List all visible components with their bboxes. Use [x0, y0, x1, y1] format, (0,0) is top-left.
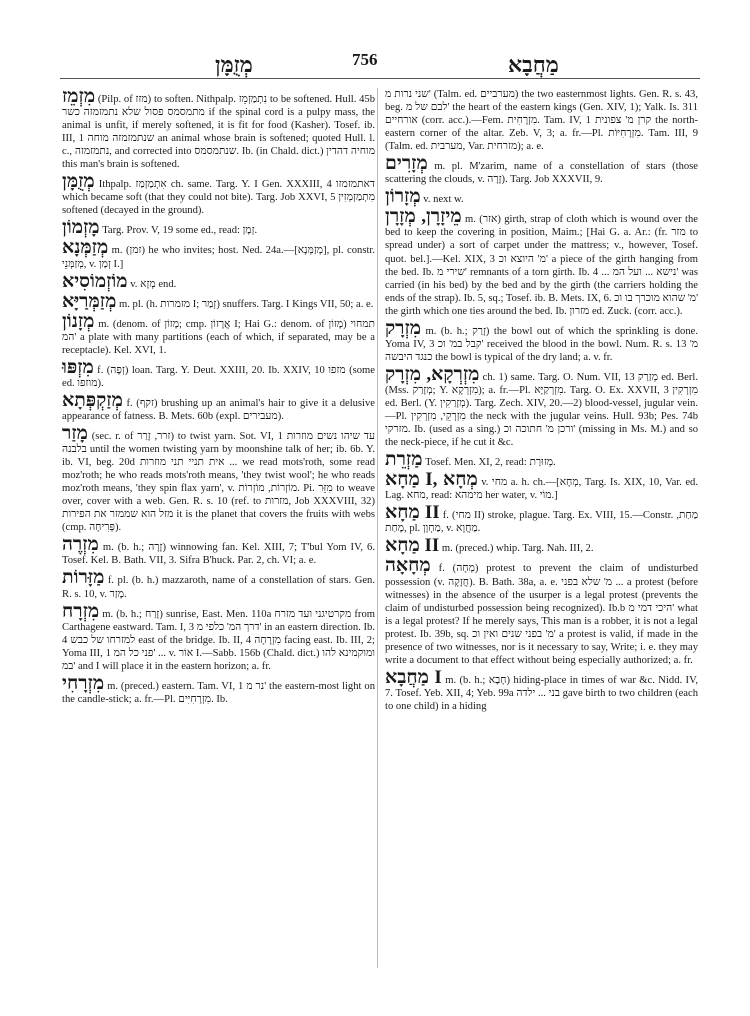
- page-number: 756: [352, 50, 378, 69]
- entry-text: Ithpalp. אִתְמַזְמַז ch. same. Targ. Y. I Gen. XXXIII, 4 דאתמזמזו which became soft (that they could not bite). Targ. Job XXVI, 5 מִתְמַזְמְזִין softened (decayed in the ground).: [62, 179, 375, 217]
- dictionary-entry: [62, 536, 375, 567]
- entry-text: שני נרות מ' (Talm. ed. מערביים) the two easternmost lights. Gen. R. s. 43, beg. לבם של מ' the heart of the eastern kings (Gen. XIV, 1); Yalk. Is. 311 אורחיים (corr. acc.).—Fem. מִזְרָחִית. Tam. IV, 1 קרן מ' צפונית the north-eastern corner of the altar. Zeb. V, 3; a. fr.—Pl. מִזְרָחִיּוֹת. Tam. III, 9 (Talm. ed. מערבית, Var. מזרחית); a. e.: [385, 89, 699, 153]
- entry-headword: מַחָא II: [385, 502, 440, 524]
- dictionary-entry: [62, 88, 375, 171]
- dictionary-entry: [385, 155, 698, 186]
- entry-headword: מִזְרָחִי: [62, 672, 105, 694]
- entry-headword: מַזְרֵת: [385, 449, 423, 471]
- dictionary-entry: [62, 173, 375, 217]
- entry-text: m. (preced.) whip. Targ. Nah. III, 2.: [441, 543, 594, 555]
- dictionary-entry: [62, 422, 376, 534]
- entry-text: m. pl. (h. מזמרות I; זְמַר) snuffers. Targ. I Kings VII, 50; a. e.: [119, 298, 374, 310]
- running-head-left: מְזֻמָּן: [215, 52, 253, 77]
- dictionary-entry: [385, 451, 698, 469]
- entry-text: m. (b. h.; זָרָה) winnowing fan. Kel. XIII, 7; T'bul Yom IV, 6. Tosef. Kel. B. Bath. VII, 3. Sifra B'huck. Par. 2, ch. VI; a. e.: [62, 542, 375, 567]
- dictionary-entry: [62, 290, 375, 312]
- running-head-right: מַחֲבָא: [508, 52, 559, 77]
- entry-headword: מְזֻמָּן: [62, 171, 95, 193]
- entry-text: Tosef. Men. XI, 2, read: מְזוּרַת.: [425, 457, 556, 469]
- entry-text: m. (זמן) he who invites; host. Ned. 24a.—[מְזַמְּנָא], pl. constr. מְזַמְּנֵי, v. זְמַן I.]: [62, 245, 375, 270]
- entry-headword: מִזְרְקָא, מִזְרָק: [385, 363, 480, 385]
- entry-headword: מְחָאָה: [385, 555, 431, 577]
- entry-headword: מְזַקְפְּתָא: [62, 389, 123, 411]
- dictionary-entry: [62, 389, 375, 423]
- entry-text: ch. 1) same. Targ. O. Num. VII, 13 מְזַרַק ed. Berl. (Mss. מְזָרַק; Y. מִזְרְקָא); a. fr.—Pl. מִזְרְקַיָּא. Targ. O. Ex. XXVII, 3 מִזְרְקִין ed. Berl. (Y. מְזָרַקִין). Targ. Zech. XIV, 20.—2) blood-vessel, jugular vein.—Pl. מִזְרְקֵי, מִזְרְקִין the neck with the jugular veins. Hull. 93b; Pes. 74b מזרקי. Ib. (used as a sing.) ורכן מ' חתוכה וכ' (missing in Ms. M.) and so the neck-piece, if he cut it &c.: [385, 371, 698, 449]
- entry-headword: מִזְמֵז: [62, 86, 96, 107]
- dictionary-entry: [62, 310, 375, 357]
- entry-text: f. (זְפָה) loan. Targ. Y. Deut. XXIII, 20. Ib. XXIV, 10 מזפו (some ed. מוזפו).: [62, 364, 375, 389]
- entry-text: m. pl. M'zarim, name of a constellation of stars (those scattering the clouds, v. זָרָה). Targ. Job XXXVII, 9.: [385, 161, 698, 186]
- entry-text: m. (preced.) eastern. Tam. VI, 1 נר מ' the eastern-most light on the candle-stick; a. fr.—Pl. מִזְרָחִיִּים. Ib.: [62, 680, 376, 705]
- entry-text: v. מחי a. h. ch.—[מְחָא, Targ. Is. XIX, 10, Var. ed. Lag. מחא, read: מימהא her water, v. מוֹי.]: [385, 477, 699, 502]
- entry-headword: מַחָא I, מְחָא: [385, 469, 478, 491]
- dictionary-entry: [385, 188, 698, 206]
- entry-text: Targ. Prov. V, 19 some ed., read: זְמָן.: [102, 225, 258, 237]
- dictionary-entry: [385, 666, 699, 713]
- dictionary-entry: [62, 356, 375, 390]
- dictionary-entry: [385, 363, 698, 449]
- entry-text: m. (b. h.; זָרַק) the bowl out of which the sprinkling is done. Yoma IV, 3 קבל במ' וכ' received the blood in the bowl. Num. R. s. 13 מ' כנגד היבשה the bowl is typical of the dry land; a. v. fr.: [385, 325, 699, 363]
- entry-headword: מְזַמְּנָא: [62, 237, 109, 259]
- entry-text: m. (b. h.; חָבָא) hiding-place in times of war &c. Nidd. IV, 7. Tosef. Yeb. XII, 4; Yeb. 99a בני ... ילדה gave birth to two children (each to one child) in a hiding: [385, 674, 699, 712]
- right-column: [385, 88, 698, 715]
- dictionary-entry: [385, 537, 698, 555]
- dictionary-entry: [385, 208, 698, 317]
- dictionary-entry: [385, 557, 698, 666]
- left-column: [62, 88, 375, 708]
- entry-text: f. pl. (b. h.) mazzaroth, name of a constellation of stars. Gen. R. s. 10, v. מָזַר.: [62, 575, 375, 600]
- entry-text: f. (מְחָה) protest to prevent the claim of undisturbed possession (v. חֲזָקָה). B. Bath. 38a, a. e. מ' שלא בפני ... a protest (before witnesses) in the absence of the usurper is a legal protest (prevents the claim of undisturbed possession being recognized). Ib.b היכי דמי מ' what is a legal protest? If he merely says, This man is a robber, it is not a legal protest. Ib. 39b, sq. מ' בפני שנים ואין וכ' a protest is valid, if made in the presence of two witnesses, nor is it necessary to say, Write; i. e. they may write a document to that effect without being especially authorized; a. fr.: [385, 563, 699, 666]
- entry-headword: מַזָּרוֹת: [62, 567, 105, 589]
- entry-headword: מִזְפּוּ: [62, 356, 94, 378]
- entry-text: v. next w.: [423, 194, 464, 206]
- dictionary-entry: [62, 239, 375, 270]
- entry-text: v. מְזָא end.: [130, 278, 177, 290]
- entry-headword: מְזָרוֹן: [385, 186, 421, 208]
- entry-text: (Pilp. of מזז) to soften. Nithpalp. נִתְמַזְמֵז to be softened. Hull. 45b מתמסמס פסול שלא נתמזמזה כשר if the spinal cord is a pulpy mass, the animal is unfit, if merely softened, it is fit for food (Kasher). Tosef. ib. III, 1 שנתמזמזה מוחה an animal whose brain is softened; quoted Hull. l. c., נתמזמזה, and corrected into שנתמסמס. Ib. (in Chald. dict.) מוחיה דהדין this man's brain is softened.: [62, 94, 376, 171]
- entry-headword: מָזַר: [62, 422, 88, 444]
- entry-headword: מְזָרִים: [385, 153, 428, 175]
- dictionary-entry: [62, 219, 375, 237]
- entry-headword: מֵיזָרָן, מְזָרָן: [385, 206, 462, 228]
- dictionary-entry: [385, 88, 698, 153]
- entry-text: m. (אזר) girth, strap of cloth which is wound over the bed to keep the covering in position, Maim.; [Hai G. a. Ar.: (fr. מזר to spread under) a sort of carpet under the mattress; v., however, Tosef. quot. bel.].—Kel. XIX, 3 מ' היוצא וכ' a piece of the girth hanging from the bed. Ib. שירי מ' remnants of a torn girth. Ib. 4 ... נישא ... ועל המ' was carried (in his bed) by the bed and by the girth (the carriers holding the ends of the strap). Ib. 5, sq.; Tosef. ib. B. Mets. IX, 6. מ' שהוא מוכרך בו וכ' the girth which one ties around the bed. Ib. מזרון ed. Zuck. (corr. acc.).: [385, 214, 698, 317]
- column-divider: [377, 88, 378, 968]
- entry-text: (sec. r. of זרר, זָרַר) to twist yarn. Sot. VI, 1 עד שיהו נשים מוזרות בלבנה until the women twisting yarn by moonshine talk of her; ib. 6b. Y. ib. VI, beg. 20d אית תניי תני מוזרות ... we read mots'roth, some read moz'roth; he who reads mots'roth means, 'they twist wool'; he who reads moz'roth means, 'they spin flax yarn', v. מוֹזְרוֹת, מוֹזְרוֹת. Pi. מִזֵּר to weave over, cover with a web. Gen. R. s. 10 (ref. to מזרות, Job XXXVIII, 32) מזל הוא שממזר את הפירות it is the planet that covers the fruits with webs (cmp. פְּרִיחָה).: [62, 430, 376, 534]
- entry-headword: מָזְמוֹן: [62, 217, 100, 239]
- dictionary-entry: [62, 569, 375, 600]
- entry-text: f. (מחי II) stroke, plague. Targ. Ex. VIII, 15.—Constr. מַחַת, מָחַת, pl. מַחְוָן, v. מַחֲוָא.: [385, 510, 698, 535]
- entry-headword: מְזָנוֹן: [62, 310, 95, 332]
- entry-headword: מוֹזְמוֹסִיא: [62, 270, 128, 292]
- dictionary-entry: [385, 317, 699, 364]
- dictionary-entry: [62, 672, 376, 706]
- entry-headword: מִזְרֶה: [62, 534, 99, 556]
- entry-headword: מִזְרָח: [62, 600, 100, 622]
- header-rule: [60, 78, 700, 79]
- dictionary-entry: [385, 504, 698, 535]
- dictionary-entry: [62, 600, 375, 673]
- entry-text: m. (b. h.; זָרַח) sunrise, East. Men. 110a מקרטיגני ועד מזרח from Carthagene eastward. Tam. I, 3 דרך המ' כלפי מ' in an eastern direction. Ib. 4 למזרחו של כבש east of the bridge. Ib. II, 4 מִזְרָחָה facing east. Ib. III, 2; Yoma III, 1 פני כל המ' ... v. אוֹר I.—Sabb. 156b (Chald. dict.) ומוקמינא להו במ' and I will place it in the eastern horizon; a. fr.: [62, 608, 375, 672]
- entry-headword: מְזַמְּרַיָּא: [62, 290, 117, 312]
- entry-headword: מִזְרָק: [385, 317, 422, 339]
- dictionary-entry: [62, 270, 375, 292]
- entry-text: f. (זקף) brushing up an animal's hair to give it a delusive appearance of fatness. B. Mets. 60b (expl. מעבירים).: [62, 397, 375, 422]
- entry-headword: מַחָא II: [385, 535, 440, 557]
- entry-headword: מַחֲבָא I: [385, 666, 442, 688]
- dictionary-entry: [385, 471, 698, 502]
- entry-text: m. (denom. of מָזוֹן; cmp. אֲרָזוֹן I; Hai G.: denom. of מָזוֹן) תמחוי המ' a plate with many partitions (each of which, if separated, may be a receptacle). Kel. XVI, 1.: [62, 318, 375, 356]
